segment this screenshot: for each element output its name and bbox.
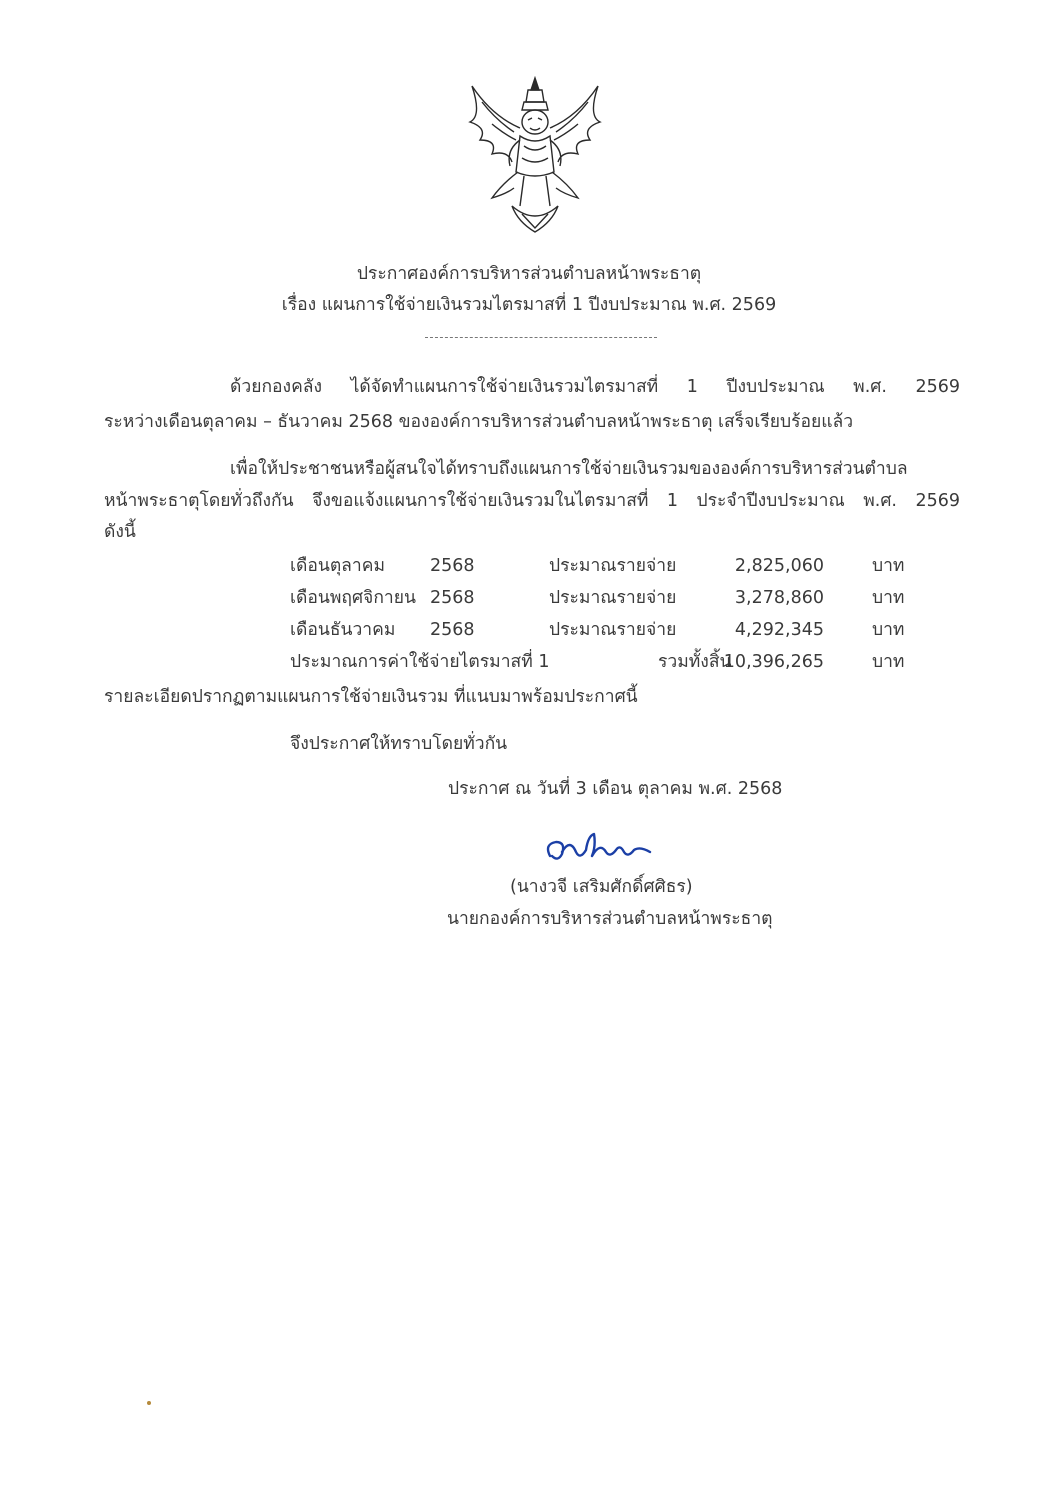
- plan-year: 2568: [430, 556, 475, 576]
- signatory-position: นายกองค์การบริหารส่วนตำบลหน้าพระธาตุ: [447, 909, 773, 929]
- plan-unit: บาท: [872, 556, 905, 576]
- plan-month: เดือนพฤศจิกายน: [290, 588, 416, 608]
- announcement-title: ประกาศองค์การบริหารส่วนตำบลหน้าพระธาตุ: [356, 264, 702, 284]
- plan-month: เดือนธันวาคม: [290, 620, 396, 640]
- plan-amount: 3,278,860: [734, 588, 824, 608]
- plan-year: 2568: [430, 588, 475, 608]
- paragraph-2-line-3: ดังนี้: [104, 522, 136, 542]
- plan-month: เดือนตุลาคม: [290, 556, 385, 576]
- plan-year: 2568: [430, 620, 475, 640]
- plan-row: [0, 587, 1058, 611]
- plan-row: [0, 555, 1058, 579]
- plan-summary-total-label: รวมทั้งสิ้น: [658, 652, 732, 672]
- paragraph-1-line-1: ด้วยกองคลัง ได้จัดทำแผนการใช้จ่ายเงินรวมไตรมาสที่ 1 ปีงบประมาณ พ.ศ. 2569: [230, 377, 960, 397]
- plan-row: [0, 619, 1058, 643]
- plan-label: ประมาณรายจ่าย: [549, 588, 677, 608]
- announcement-date: ประกาศ ณ วันที่ 3 เดือน ตุลาคม พ.ศ. 2568: [448, 779, 783, 799]
- plan-summary-unit: บาท: [872, 652, 905, 672]
- plan-summary-row: [0, 651, 1058, 675]
- paragraph-2-line-1: เพื่อให้ประชาชนหรือผู้สนใจได้ทราบถึงแผนการใช้จ่ายเงินรวมขององค์การบริหารส่วนตำบล: [230, 459, 908, 479]
- garuda-emblem-icon: [462, 76, 608, 234]
- paragraph-1-line-2: ระหว่างเดือนตุลาคม – ธันวาคม 2568 ขององค์การบริหารส่วนตำบลหน้าพระธาตุ เสร็จเรียบร้อยแล้ว: [104, 412, 854, 432]
- plan-unit: บาท: [872, 588, 905, 608]
- detail-note: รายละเอียดปรากฏตามแผนการใช้จ่ายเงินรวม ที่แนบมาพร้อมประกาศนี้: [104, 687, 638, 707]
- plan-amount: 2,825,060: [734, 556, 824, 576]
- closing-statement: จึงประกาศให้ทราบโดยทั่วกัน: [290, 734, 508, 754]
- signatory-name: (นางวจี เสริมศักดิ์ศศิธร): [510, 877, 693, 897]
- signature-mark: [540, 822, 660, 870]
- plan-amount: 4,292,345: [734, 620, 824, 640]
- announcement-subject: เรื่อง แผนการใช้จ่ายเงินรวมไตรมาสที่ 1 ปีงบประมาณ พ.ศ. 2569: [281, 295, 777, 315]
- paragraph-2-line-2: หน้าพระธาตุโดยทั่วถึงกัน จึงขอแจ้งแผนการใช้จ่ายเงินรวมในไตรมาสที่ 1 ประจำปีงบประมาณ พ.ศ. 2569: [104, 491, 960, 511]
- scan-speck: [147, 1401, 151, 1405]
- plan-summary-amount: 10,396,265: [723, 652, 824, 672]
- title-divider: [425, 337, 657, 338]
- plan-label: ประมาณรายจ่าย: [549, 556, 677, 576]
- plan-unit: บาท: [872, 620, 905, 640]
- plan-label: ประมาณรายจ่าย: [549, 620, 677, 640]
- plan-summary-label: ประมาณการค่าใช้จ่ายไตรมาสที่ 1: [290, 652, 550, 672]
